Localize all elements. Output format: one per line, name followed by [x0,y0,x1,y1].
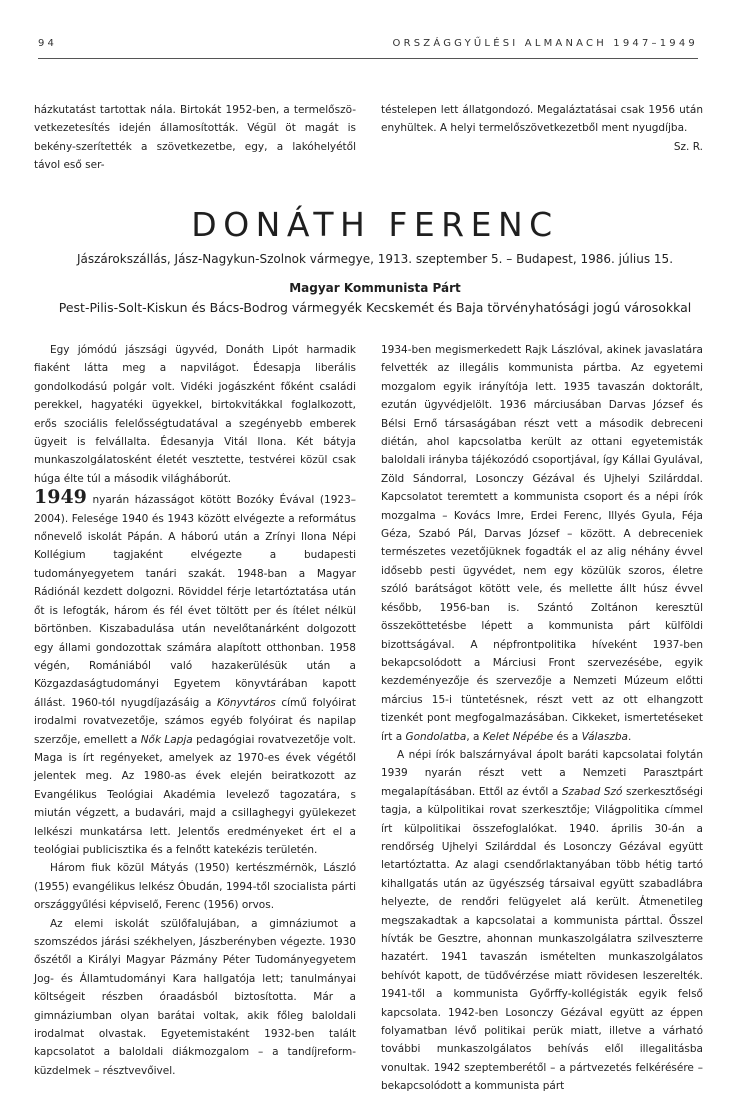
journal-title: Nők Lapja [140,733,193,746]
running-title: ORSZÁGGYŰLÉSI ALMANACH 1947–1949 [392,38,698,49]
journal-title: Kelet Népébe [482,730,554,743]
biography-paragraph: Három fiuk közül Mátyás (1950) kertészmérnök, László (1955) evangélikus lelkész Óbudán, 1994-től szocialista párti országgyűlési képviselő, Ferenc (1956) orvos. [34,862,356,912]
biography-left-column [34,341,356,1080]
running-header [38,38,698,52]
birth-death-line: Jászárokszállás, Jász-Nagykun-Szolnok vármegye, 1913. szeptember 5. – Budapest, 1986. július 15. [76,252,674,266]
biography-paragraph: 1934-ben megismerkedett Rajk Lászlóval, akinek javaslatára felvették az illegális kommunista pártba. Az egyetemi mozgalom egyik irányítója lett. 1935 tavaszán doktorált, ezután ügyvédjelölt. 1936 márciusában Darvas József és Bélsi Ernő társaságában részt vett a második debreceni diétán, ahol kapcsolatba került az ottani egyetemisták baloldali irányba tájékozódó csoportjával, így Kállai Gyulával, Zöld Sándorral, Losonczy Gézával és Ujhelyi Szilárddal. Kapcsolatot teremtett a kommunista csoport és a népi írók mozgalma – Kovács Imre, Erdei Ferenc, Illyés Gyula, Féja Géza, Szabó Pál, Darvas József – között. A debreceniek természetes vezetőjüknek fogadták el az alig néhány évvel idősebb pesti ügyvédet, nem egy közülük szoros, életre szóló barátságot kötött vele, és mellette állt húsz évvel később, 1956-ban is. Szántó Zoltánon keresztül összeköttetésbe lépett a kommunista párt külföldi bizottságával. A népfrontpolitika híveként 1937-ben bekapcsolódott a Márciusi Front szervezésébe, egyik kezdeményezője és szervezője a Nemzeti Múzeum előtti március 15-i tüntetésnek, részt vett az ott elhangzott tizenkét pont megfogalmazásában. Cikkeket, ismertetéseket írt a Gondolatba, a Kelet Népébe és a Válaszba. [381,344,703,743]
previous-entry-left-column [34,101,356,175]
page-number: 94 [38,38,58,49]
entry-name: DONÁTH FERENC [191,205,559,244]
electoral-district: Pest-Pilis-Solt-Kiskun és Bács-Bodrog vármegyék Kecskemét és Baja törvényhatósági jogú városokkal [58,300,692,315]
previous-entry-right-column [381,101,703,156]
biography-right-column [381,341,703,1096]
journal-title: Szabad Szó [561,785,623,798]
author-signature: Sz. R. [673,140,703,153]
journal-title: Könyvtáros [216,696,276,709]
previous-entry-text-right: téstelepen lett állatgondozó. Megaláztatásai csak 1956 után enyhültek. A helyi termelőszövetkezetből ment nyugdíjba. [381,104,703,135]
biography-paragraph: A népi írók balszárnyával ápolt baráti kapcsolatai folytán 1939 nyarán részt vett a Nemzeti Parasztpárt megalapításában. Ettől az évtől a Szabad Szó szerkesztőségi tagja, a külpolitikai rovat szerkesztője; Világpolitika címmel írt külpolitikai összefoglalókat. 1940. április 30-án a rendőrség Ujhelyi Szilárddal és Losonczy Gézával együtt letartóztatta. Az alagi csendőrlaktanyában több hétig tartó kihallgatás után az ügyészség társaival együtt szabadlábra helyezte, de rendőri felügyelet alá került. Átmenetileg megszakadtak a kapcsolatai a kommunista párttal. Ősszel hívták be Gesztre, ahonnan munkaszolgálatra szilveszterre hazatért. 1941 tavaszán ismételten munkaszolgálatos behívót kapott, de tüdővérzése miatt rövidesen leszerelték. 1941-től a kommunista Győrffy-kollégisták egyik felső kapcsolata. 1942-ben Losonczy Gézával együtt az éppen folyamatban lévő politikai perük miatt, illetve a várható további munkaszolgálatos behívás elől illegalitásba vonultak. 1942 szeptemberétől – a pártvezetés felkérésére – bekapcsolódott a kommunista párt [381,748,703,1093]
journal-title: Válaszba [581,730,628,743]
biography-paragraph: Egy jómódú jászsági ügyvéd, Donáth Lipót harmadik fiaként látta meg a napvilágot. Édesapja liberális gondolkodású polgár volt. Vidéki jogászként főként családi perekkel, hagyatéki ügyekkel, birtokvitákkal foglalkozott, erős szociális felelősségtudatával a szegényebb emberek ügyeit is felvállalta. Édesanyja Vitál Ilona. Két bátyja munkaszolgálatosként életét vesztette, testvérei közül csak húga élte túl a második világháborút. [34,344,356,485]
journal-title: Gondolatba [405,730,467,743]
biography-paragraph: Az elemi iskolát szülőfalujában, a gimnáziumot a szomszédos járási székhelyen, Jászberényben végezte. 1930 őszétől a Királyi Magyar Pázmány Péter Tudományegyetem Jog- és Államtudományi Kara hallgatója lett; tanulmányai költségeit részben óraadásból biztosította. Már a gimnáziumban olyan barátai voltak, akik főleg baloldali irodalmat olvastak. Egyetemistaként 1932-ben talált kapcsolatot a baloldali diákmozgalom – a tandíjreform-küzdelmek – résztvevőivel. [34,917,356,1077]
previous-entry-text-left: házkutatást tartottak nála. Birtokát 1952-ben, a termelőszö-vetkezetesítés idején államosították. Végül öt magát is bekény-szerítették a szövetkezetbe, egy, a lakóhelyétől távol eső ser- [34,104,356,172]
party-name: Magyar Kommunista Párt [289,281,461,295]
biography-paragraph: 1949 nyarán házasságot kötött Bozóky Évával (1923–2004). Felesége 1940 és 1943 között elvégezte a református nőnevelő iskolát Pápán. A háború után a Zrínyi Ilona Népi Kollégium tagjaként elvégezte a budapesti tudományegyetem tanári szakát. 1948-ban a Magyar Rádiónál kezdett dolgozni. Röviddel férje letartóztatása után őt is lefogták, három és fél évet töltött per és ítélet nélkül börtönben. Kiszabadulása után nevelőtanárként dolgozott egy állami gondozottak számára alapított otthonban. 1958 végén, Romániából való hazakerülésük után a Közgazdaságtudományi Egyetem könyvtárában kapott állást. 1960-tól nyugdíjazásáig a Könyvtáros című folyóirat irodalmi rovatvezetője, számos egyéb folyóirat és napilap szerzője, emellett a Nők Lapja pedagógiai rovatvezetője volt. Maga is írt regényeket, amelyek az 1970-es évek végétől jelentek meg. Az 1980-as évek elején beiratkozott az Evangélikus Teológiai Akadémia levelező tagozatára, s miután végzett, a budavári, majd a csillaghegyi gyülekezet lelkészi munkatársa lett. Jelentős eredményeket ért el a teológiai publicisztika és a felnőtt katekézis területén. [34,486,356,856]
header-rule [38,58,698,59]
year-initial: 1949 [34,486,87,509]
